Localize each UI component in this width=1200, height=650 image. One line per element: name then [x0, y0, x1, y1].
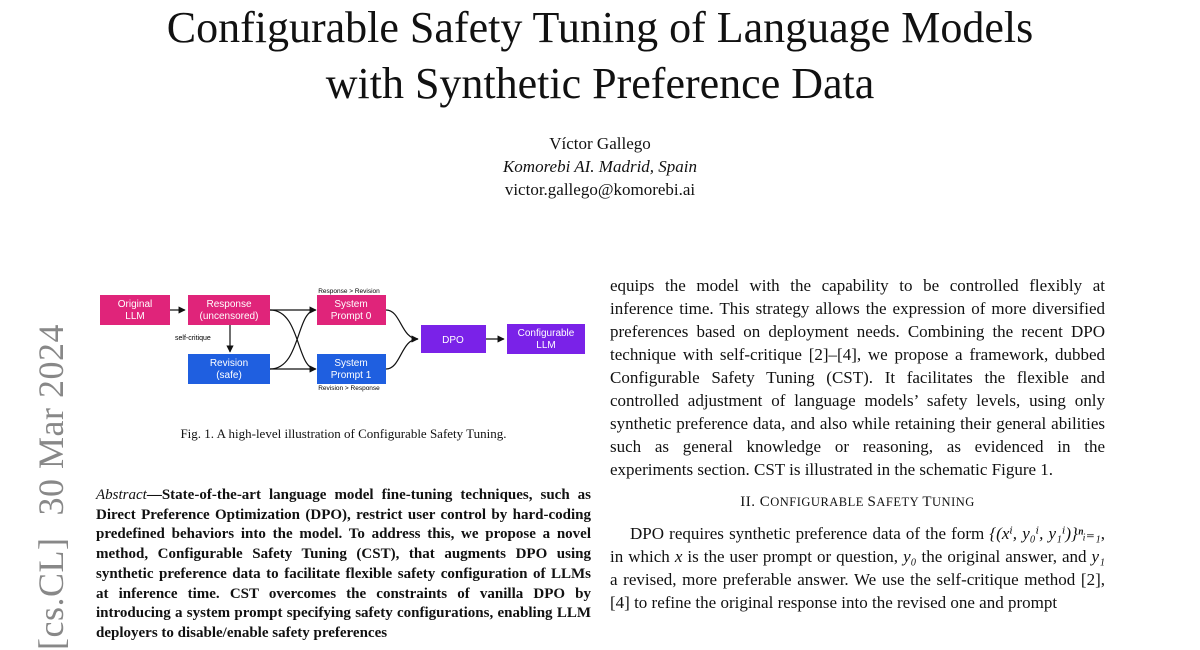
node-system-prompt-1-line2: Prompt 1 [330, 370, 372, 381]
node-revision-line2: (safe) [216, 370, 242, 381]
author-email: victor.gallego@komorebi.ai [504, 180, 696, 199]
edge-prompt0-to-dpo [386, 310, 418, 339]
node-revision-line1: Revision [209, 358, 249, 369]
p2-math-set: {(xⁱ, y₀ⁱ, y₁ⁱ)}ⁿᵢ₌₁ [989, 524, 1101, 543]
section-title-c: C [759, 494, 771, 510]
abstract [96, 486, 591, 644]
section2-paragraph [610, 522, 1105, 614]
intro-paragraph: equips the model with the capability to be controlled flexibly at inference time. This strategy allows the expression of more diversified preferences based on deployment needs. Combining the recent DPO technique with self-critique [2]–[4], we propose a framework, dubbed Configurable Safety Tuning (CST). It facilitates the flexible and controlled adjustment of language models’ safety levels, using only synthetic preference data, and also while retaining their general abilities such as general knowledge or reasoning, as evidenced in the experiments section. CST is illustrated in the schematic Figure 1. [610, 276, 1105, 479]
author-affiliation: Komorebi AI. Madrid, Spain [502, 157, 698, 176]
section-heading [610, 491, 1105, 514]
label-self-critique: self-critique [175, 335, 211, 342]
figure-1 [96, 285, 591, 395]
paper-title-line2: with Synthetic Preference Data [325, 59, 875, 108]
right-column [610, 274, 1105, 614]
p2-text-a: DPO requires synthetic preference data of the form [630, 524, 990, 543]
node-configurable-llm-line2: LLM [536, 340, 556, 351]
node-dpo-label: DPO [442, 335, 464, 346]
p2-text-c: is the user prompt or question, [682, 547, 904, 566]
label-response-gt-revision: Response > Revision [318, 288, 380, 295]
abstract-label: Abstract [96, 487, 147, 503]
p2-math-x: x [674, 547, 683, 566]
cst-diagram [96, 285, 591, 395]
arxiv-date: 30 Mar 2024 [31, 324, 71, 516]
author-block [0, 132, 1200, 201]
p2-text-b: , in which [610, 524, 1105, 566]
node-system-prompt-0-line1: System [334, 299, 368, 310]
section-title-s: S [867, 494, 877, 510]
arxiv-category: [cs.CL] [31, 537, 71, 650]
abstract-text: —State-of-the-art language model fine-tuning techniques, such as Direct Preference Optimization (DPO), restrict user control by hard-coding predefined behaviors into the model. To address this, we propose a novel method, Configurable Safety Tuning (CST), that augments DPO using synthetic preference data to facilitate flexible safety configuration of LLMs at inference time. CST overcomes the constraints of vanilla DPO by introducing a system prompt specifying safety configurations, enabling LLM deployers to disable/enable safety preferences [96, 487, 591, 641]
node-system-prompt-0-line2: Prompt 0 [330, 311, 372, 322]
paper-title [0, 0, 1200, 112]
label-revision-gt-response: Revision > Response [318, 385, 380, 392]
p2-math-y0: y₀ [903, 547, 917, 566]
node-response-line2: (uncensored) [199, 311, 259, 322]
p2-math-y1: y₁ [1091, 547, 1105, 566]
p2-text-e: a revised, more preferable answer. We use the self-critique method [2], [4] to refine the original response into the revised one and prompt [610, 570, 1105, 612]
node-system-prompt-1-line1: System [334, 358, 368, 369]
node-original-llm-line1: Original [117, 299, 153, 310]
section-title-t: T [922, 494, 933, 510]
node-original-llm-line2: LLM [125, 311, 145, 322]
edge-prompt1-to-dpo [386, 339, 418, 369]
section-title-afety: AFETY [876, 495, 923, 509]
node-response-line1: Response [206, 299, 252, 310]
arxiv-side-stamp [30, 324, 72, 650]
edge-response-to-prompt1 [270, 310, 316, 369]
figure-caption: Fig. 1. A high-level illustration of Configurable Safety Tuning. [180, 426, 507, 441]
section-title-uning: UNING [932, 495, 975, 509]
author-name: Víctor Gallego [549, 134, 651, 153]
edge-revision-to-prompt0 [270, 310, 316, 369]
p2-text-d: the original answer, and [916, 547, 1092, 566]
node-configurable-llm-line1: Configurable [517, 328, 575, 339]
section-number: II. [740, 494, 756, 510]
paper-title-line1: Configurable Safety Tuning of Language Models [166, 3, 1034, 52]
section-title-onfigurable: ONFIGURABLE [770, 495, 868, 509]
